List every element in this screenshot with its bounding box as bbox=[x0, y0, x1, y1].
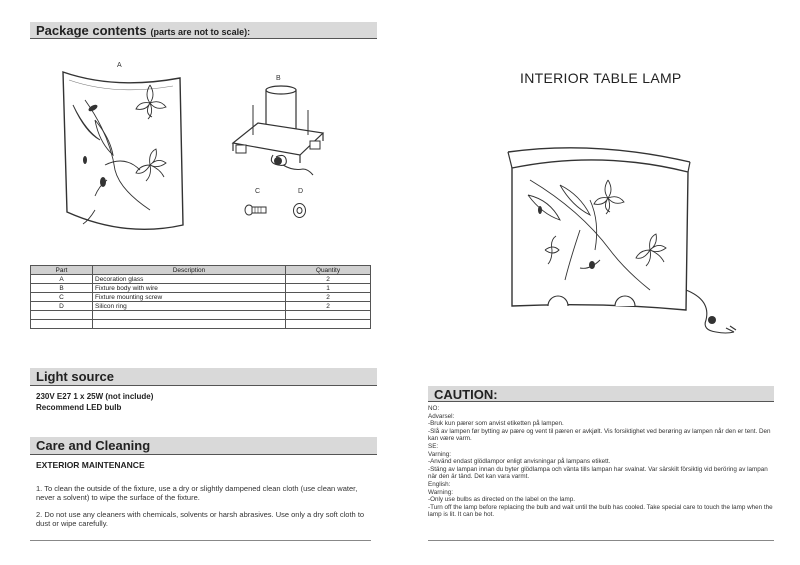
package-contents-note: (parts are not to scale): bbox=[150, 27, 251, 37]
caution-line: SE: bbox=[428, 442, 439, 450]
caution-line: -Stäng av lampan innan du byter glödlampa och vänta tills lampan har svalnat. Var särskilt försiktig vid beröring av lampan när den är tänd. Det kan vara varmt. bbox=[428, 465, 768, 481]
description-cell bbox=[93, 311, 286, 320]
light-source-recommendation: Recommend LED bulb bbox=[36, 403, 122, 412]
quantity-cell: 2 bbox=[286, 275, 371, 284]
column-header-part: Part bbox=[31, 266, 93, 275]
part-cell: B bbox=[31, 284, 93, 293]
caution-line: -Slå av lampen før bytting av pære og vent til pæren er avkjølt. Vis forsiktighet ved berøring av lampen når den er tent. Den kan være varm. bbox=[428, 427, 771, 443]
description-cell bbox=[93, 320, 286, 329]
part-label-a: A bbox=[117, 62, 122, 69]
light-source-spec: 230V E27 1 x 25W (not include) bbox=[36, 392, 154, 401]
part-cell: A bbox=[31, 275, 93, 284]
caution-line: -Only use bulbs as directed on the label on the lamp. bbox=[428, 496, 576, 504]
caution-line: Advarsel: bbox=[428, 412, 455, 420]
description-cell: Fixture body with wire bbox=[93, 284, 286, 293]
product-title: INTERIOR TABLE LAMP bbox=[520, 70, 682, 86]
quantity-cell: 2 bbox=[286, 293, 371, 302]
table-row bbox=[31, 320, 371, 329]
caution-line: English: bbox=[428, 480, 451, 488]
quantity-cell bbox=[286, 320, 371, 329]
description-cell: Decoration glass bbox=[93, 275, 286, 284]
quantity-cell: 2 bbox=[286, 302, 371, 311]
table-row bbox=[31, 293, 371, 302]
light-source-header bbox=[30, 368, 377, 386]
caution-title: CAUTION: bbox=[434, 387, 498, 402]
fixture-body-illustration bbox=[228, 85, 333, 180]
left-page-bottom-rule bbox=[30, 540, 371, 541]
table-row bbox=[31, 284, 371, 293]
description-cell: Fixture mounting screw bbox=[93, 293, 286, 302]
care-instruction-1: 1. To clean the outside of the fixture, use a dry or slightly dampened clean cloth (use clean water, never a solvent) to wipe the surface of the fixture. bbox=[36, 484, 358, 502]
quantity-cell bbox=[286, 311, 371, 320]
part-cell: D bbox=[31, 302, 93, 311]
silicon-ring-illustration bbox=[292, 202, 307, 219]
column-header-quantity: Quantity bbox=[286, 266, 371, 275]
description-cell: Silicon ring bbox=[93, 302, 286, 311]
package-contents-title: Package contents bbox=[36, 23, 147, 38]
caution-line: Varning: bbox=[428, 450, 451, 458]
caution-line: -Turn off the lamp before replacing the bulb and wait until the bulb has cooled. Take special care to touch the lamp when the lamp is lit. It can be hot. bbox=[428, 503, 773, 519]
caution-text bbox=[428, 405, 778, 519]
part-cell: C bbox=[31, 293, 93, 302]
caution-line: -Bruk kun pærer som anvist etiketten på lampen. bbox=[428, 420, 564, 428]
part-label-b: B bbox=[276, 75, 281, 82]
table-row bbox=[31, 311, 371, 320]
table-lamp-illustration bbox=[500, 140, 750, 345]
care-cleaning-header bbox=[30, 437, 377, 455]
caution-line: -Använd endast glödlampor enligt anvisningar på lampans etikett. bbox=[428, 458, 611, 466]
caution-header bbox=[428, 386, 774, 402]
part-cell bbox=[31, 320, 93, 329]
table-row bbox=[31, 302, 371, 311]
right-page-bottom-rule bbox=[428, 540, 774, 541]
care-cleaning-title: Care and Cleaning bbox=[36, 438, 151, 453]
decoration-glass-illustration bbox=[55, 60, 190, 240]
package-contents-header bbox=[30, 22, 377, 39]
part-label-d: D bbox=[298, 188, 304, 195]
exterior-maintenance-heading: EXTERIOR MAINTENANCE bbox=[36, 460, 145, 470]
quantity-cell: 1 bbox=[286, 284, 371, 293]
light-source-title: Light source bbox=[36, 369, 115, 384]
caution-line: NO: bbox=[428, 405, 440, 412]
caution-line: Warning: bbox=[428, 488, 453, 496]
parts-table bbox=[30, 265, 371, 329]
table-row bbox=[31, 275, 371, 284]
part-cell bbox=[31, 311, 93, 320]
column-header-description: Description bbox=[93, 266, 286, 275]
part-label-c: C bbox=[255, 188, 261, 195]
mounting-screw-illustration bbox=[244, 203, 269, 218]
care-instruction-2: 2. Do not use any cleaners with chemicals, solvents or harsh abrasives. Use only a dry soft cloth to dust or wipe carefully. bbox=[36, 510, 365, 528]
